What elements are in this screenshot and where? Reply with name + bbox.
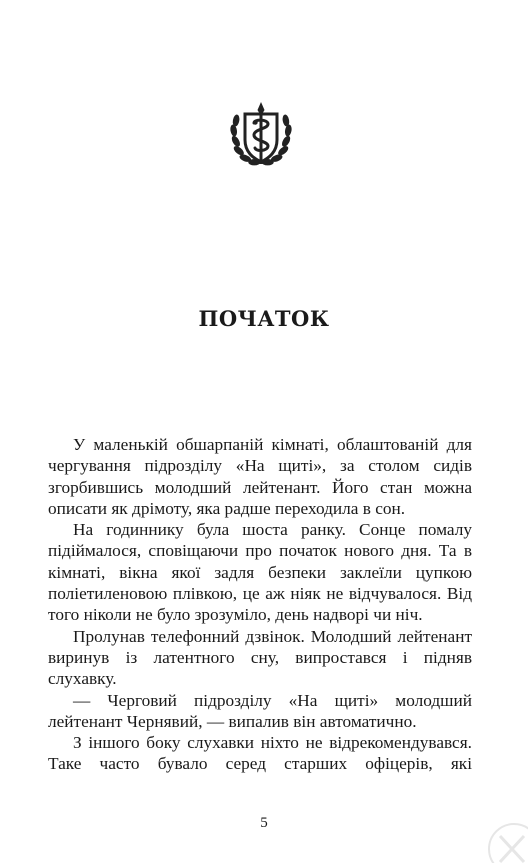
paragraph: У маленькій обшарпаній кімнаті, облаштованій для чергування підрозділу «На щиті», за столом сидів згорбившись молодший лейтенант. Його стан можна описати як дрімоту, яка радше переходила в сон.	[48, 435, 472, 518]
emblem-shield-serpent-icon	[225, 96, 297, 176]
paragraph: Пролунав телефонний дзвінок. Молодший лейтенант виринув із латентного сну, випростався і підняв слухавку.	[48, 626, 472, 689]
corner-x-watermark-icon	[484, 818, 528, 863]
paragraph: З іншого боку слухавки ніхто не відрекомендувався. Таке часто бувало серед старших офіцерів, які	[48, 733, 472, 774]
paragraph: На годиннику була шоста ранку. Сонце помалу підіймалося, сповіщаючи про початок нового дня. Та в кімнаті, вікна якої задля безпеки заклеїли цупкою поліетиленовою плівкою, це аж ніяк не відчувалося. Від того ніколи не було зрозуміло, день надворі чи ніч.	[48, 520, 472, 625]
paragraph: — Черговий підрозділу «На щиті» молодший лейтенант Чернявий, — випалив він автоматично.	[48, 690, 472, 731]
body-text	[48, 434, 472, 775]
page-number: 5	[260, 815, 268, 831]
chapter-title: ПОЧАТОК	[198, 306, 330, 331]
